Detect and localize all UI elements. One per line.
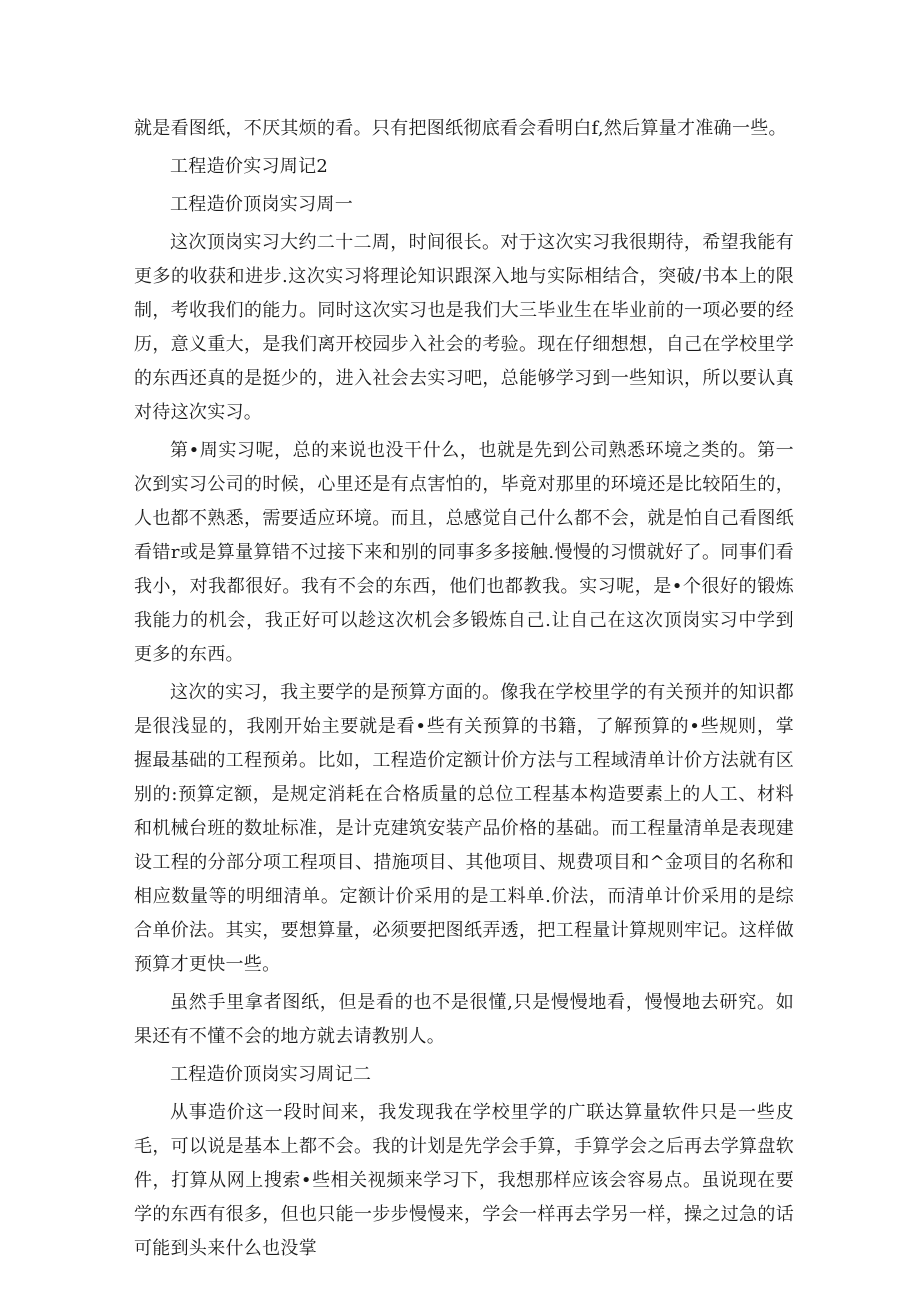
section-2-title: 工程造价顶岗实习周记二 xyxy=(170,1064,372,1085)
paragraph-2: 第•周实习呢，总的来说也没干什么，也就是先到公司熟悉环境之类的。第一次到实习公司的时候，心里还是有点害怕的，毕竟对那里的环境还是比较陌生的，人也都不熟悉，需要适应环境。而且，总感觉自己什么都不会，就是怕自己看图纸看错r或是算量算错不过接下来和别的同事多多接触.慢慢的习惯就好了。同事们看我小，对我都很好。我有不会的东西，他们也都教我。实习呢，是•个很好的锻炼我能力的机会，我正好可以趁这次机会多锻炼自己.让自己在这次顶岗实习中学到更多的东西。 xyxy=(134,440,794,665)
document-title: 工程造价实习周记2 xyxy=(170,156,329,177)
paragraph-1: 这次顶岗实习大约二十二周，时间很长。对于这次实习我很期待，希望我能有更多的收获和进步.这次实习将理论知识跟深入地与实际相结合，突破/书本上的限制，考收我们的能力。同时这次实习也是我们大三毕业生在毕业前的一项必要的经历，意义重大，是我们离开校园步入社会的考验。现在仔细想想，自己在学校里学的东西还真的是挺少的，进入社会去实习吧，总能够学习到一些知识，所以要认真对待这次实习。 xyxy=(134,232,794,423)
paragraph-4: 虽然手里拿者图纸，但是看的也不是很懂,只是慢慢地看，慢慢地去研究。如果还有不懂不会的地方就去请教别人。 xyxy=(134,992,794,1047)
section-1-title: 工程造价顶岗实习周一 xyxy=(170,194,353,215)
lead-line: 就是看图纸，不厌其烦的看。只有把图纸彻底看会看明白f,然后算量才准确一些。 xyxy=(134,118,787,139)
document-body xyxy=(134,112,794,1270)
paragraph-3: 这次的实习，我主要学的是预算方面的。像我在学校里学的有关预并的知识都是很浅显的，我刚开始主要就是看•些有关预算的书籍，了解预算的•些规则，掌握最基础的工程预弟。比如，工程造价定额计价方法与工程域清单计价方法就有区别的:预算定额，是规定消耗在合格质量的总位工程基本构造要素上的人工、材料和机械台班的数址标准，是计克建筑安装产品价格的基础。而工程量清单是表现建设工程的分部分项工程项目、措施项目、其他项目、规费项目和^金项目的名称和相应数量等的明细清单。定额计价采用的是工料单.价法，而清单计价采用的是综合单价法。其实，要想算量，必须要把图纸弄透，把工程量计算规则牢记。这样做预算才更快一些。 xyxy=(134,682,794,975)
paragraph-5: 从事造价这一段时间来，我发现我在学校里学的广联达算量软件只是一些皮毛，可以说是基本上都不会。我的计划是先学会手算，手算学会之后再去学算盘软件，打算从网上搜索•些相关视频来学习下，我想那样应该会容易点。虽说现在要学的东西有很多，但也只能一步步慢慢来，学会一样再去学另一样，操之过急的话可能到头来什么也没掌 xyxy=(134,1102,794,1259)
